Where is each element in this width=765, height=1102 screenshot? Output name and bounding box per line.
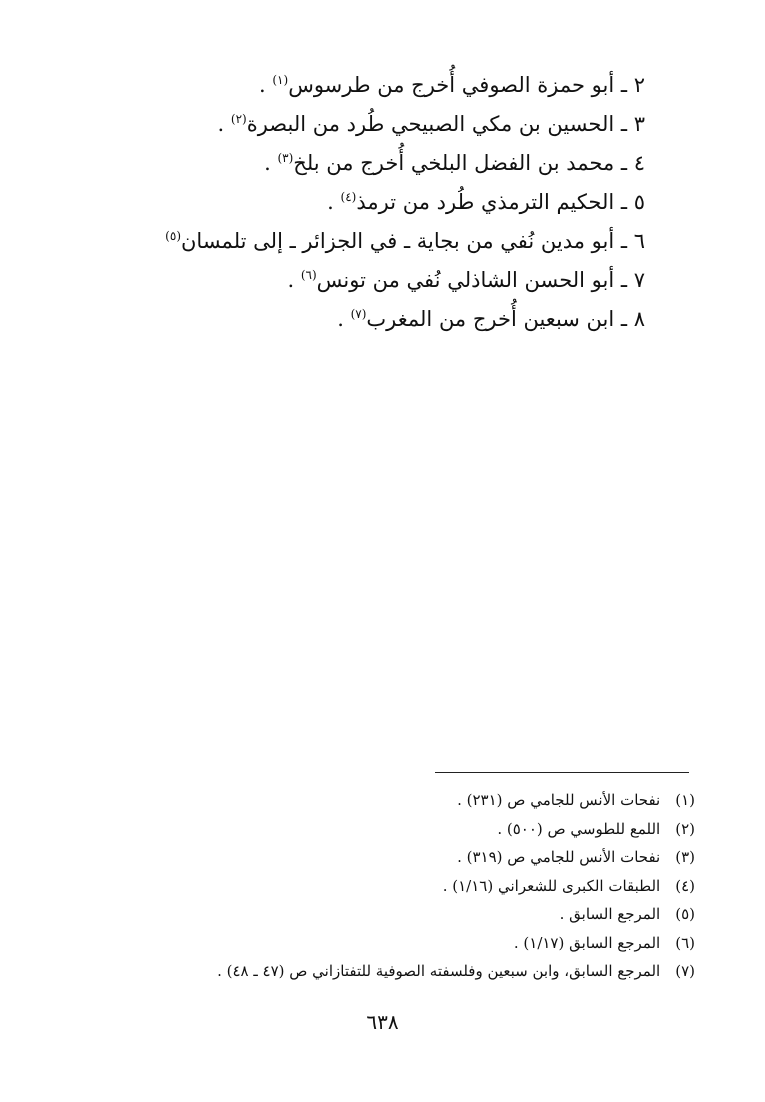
- item-end: .: [337, 307, 351, 331]
- footnote: [55, 815, 695, 844]
- footnote-separator: [435, 772, 689, 773]
- footnote-text: الطبقات الكبرى للشعراني (١/١٦) .: [442, 876, 661, 895]
- item-end: .: [327, 190, 341, 214]
- footnote-number: (٤): [675, 876, 695, 895]
- item-end: .: [217, 112, 231, 136]
- footnote-number: (٣): [675, 848, 695, 866]
- footnote-number: (٢): [675, 819, 695, 838]
- footnote-text: المرجع السابق، وابن سبعين وفلسفته الصوفية للتفتازاني ص (٤٧ ـ ٤٨) .: [217, 962, 661, 980]
- footnote-number: (١): [675, 791, 695, 809]
- item-text: ٥ ـ الحكيم الترمذي طُرد من ترمذ: [356, 190, 645, 214]
- list-item: [85, 222, 645, 261]
- footnote: [55, 872, 695, 901]
- footnote-text: المرجع السابق (١/١٧) .: [513, 933, 661, 952]
- footnote-ref: (٦): [300, 268, 317, 282]
- item-end: .: [259, 73, 273, 97]
- footnote: [55, 929, 695, 958]
- footnote: [55, 843, 695, 872]
- main-text-list: [85, 66, 645, 339]
- footnote-ref: (١): [272, 73, 289, 87]
- list-item: [85, 261, 645, 300]
- footnote-ref: (٢): [230, 112, 247, 126]
- footnote: [55, 957, 695, 986]
- list-item: [85, 66, 645, 105]
- footnote: [55, 786, 695, 815]
- list-item: [85, 105, 645, 144]
- footnote-ref: (٣): [277, 151, 294, 165]
- list-item: [85, 300, 645, 339]
- item-text: ٣ ـ الحسين بن مكي الصبيحي طُرد من البصرة: [246, 112, 645, 136]
- item-text: ٧ ـ أبو الحسن الشاذلي نُفي من تونس: [316, 268, 645, 292]
- footnote-number: (٦): [675, 933, 695, 952]
- footnote-text: المرجع السابق .: [559, 905, 661, 923]
- footnote-text: اللمع للطوسي ص (٥٠٠) .: [497, 819, 661, 838]
- item-text: ٦ ـ أبو مدين نُفي من بجاية ـ في الجزائر ـ إلى تلمسان: [181, 229, 645, 253]
- footnote-ref: (٧): [350, 307, 367, 321]
- footnote-ref: (٥): [165, 229, 181, 243]
- item-end: .: [264, 151, 278, 175]
- footnotes-list: [55, 786, 695, 986]
- footnote: [55, 900, 695, 929]
- footnote-ref: (٤): [340, 190, 357, 204]
- page-number: ٦٣٨: [366, 1010, 399, 1034]
- footnote-number: (٧): [675, 962, 695, 980]
- footnote-text: نفحات الأنس للجامي ص (٣١٩) .: [457, 848, 661, 866]
- footnote-text: نفحات الأنس للجامي ص (٢٣١) .: [457, 791, 661, 809]
- footnote-number: (٥): [675, 905, 695, 923]
- list-item: [85, 183, 645, 222]
- item-text: ٤ ـ محمد بن الفضل البلخي أُخرج من بلخ: [293, 151, 645, 175]
- item-text: ٢ ـ أبو حمزة الصوفي أُخرج من طرسوس: [288, 73, 645, 97]
- item-end: .: [287, 268, 301, 292]
- item-text: ٨ ـ ابن سبعين أُخرج من المغرب: [366, 307, 645, 331]
- list-item: [85, 144, 645, 183]
